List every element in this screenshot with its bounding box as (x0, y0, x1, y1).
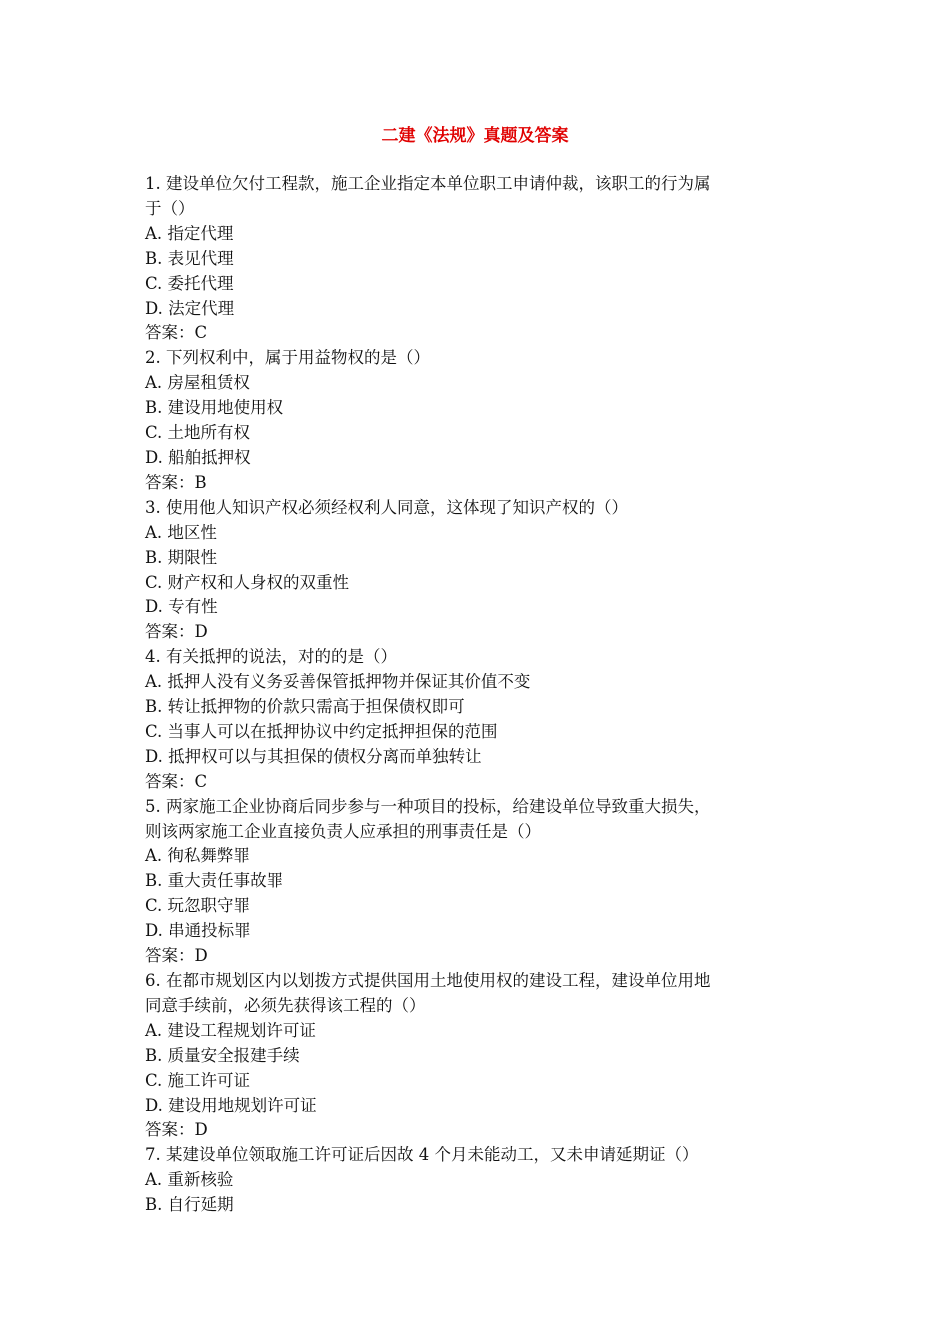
question-4-option-d: D. 抵押权可以与其担保的债权分离而单独转让 (145, 746, 482, 766)
question-3 (145, 496, 815, 645)
question-3-stem-line-1: 3. 使用他人知识产权必须经权利人同意，这体现了知识产权的（） (145, 497, 628, 517)
question-6-answer: 答案：D (145, 1120, 208, 1140)
question-6-option-d: D. 建设用地规划许可证 (145, 1095, 317, 1115)
question-2-option-c: C. 土地所有权 (145, 423, 251, 443)
question-5-option-a: A. 徇私舞弊罪 (145, 846, 250, 866)
question-list (145, 172, 815, 1218)
question-2-option-a: A. 房屋租赁权 (145, 373, 250, 393)
question-5-option-d: D. 串通投标罪 (145, 921, 251, 941)
question-5 (145, 795, 815, 969)
question-2-option-d: D. 船舶抵押权 (145, 447, 251, 467)
question-2-answer: 答案：B (145, 472, 207, 492)
question-4-option-b: B. 转让抵押物的价款只需高于担保债权即可 (145, 697, 465, 717)
question-4-answer: 答案：C (145, 771, 208, 791)
question-4-stem-line-1: 4. 有关抵押的说法，对的的是（） (145, 647, 397, 667)
question-1-answer: 答案：C (145, 323, 208, 343)
question-7-option-b: B. 自行延期 (145, 1195, 234, 1215)
question-1 (145, 172, 815, 346)
question-1-stem-line-2: 于（） (145, 198, 195, 218)
question-1-stem-line-1: 1. 建设单位欠付工程款，施工企业指定本单位职工申请仲裁，该职工的行为属 (145, 174, 711, 193)
question-2-option-b: B. 建设用地使用权 (145, 398, 284, 418)
question-5-stem-line-1: 5. 两家施工企业协商后同步参与一种项目的投标，给建设单位导致重大损失， (145, 796, 711, 816)
question-2 (145, 346, 815, 495)
question-3-option-d: D. 专有性 (145, 597, 218, 617)
question-3-answer: 答案：D (145, 622, 208, 642)
question-4-option-a: A. 抵押人没有义务妥善保管抵押物并保证其价值不变 (145, 672, 531, 692)
question-6-option-b: B. 质量安全报建手续 (145, 1045, 300, 1065)
question-6-stem-line-1: 6. 在都市规划区内以划拨方式提供国用土地使用权的建设工程，建设单位用地 (145, 971, 711, 990)
question-2-stem-line-1: 2. 下列权利中，属于用益物权的是（） (145, 348, 430, 368)
question-4-option-c: C. 当事人可以在抵押协议中约定抵押担保的范围 (145, 721, 498, 741)
question-6-option-a: A. 建设工程规划许可证 (145, 1020, 316, 1040)
question-3-option-a: A. 地区性 (145, 522, 217, 542)
question-1-option-b: B. 表见代理 (145, 248, 234, 268)
question-6-stem-line-2: 同意手续前，必须先获得该工程的（） (145, 995, 426, 1015)
question-3-option-b: B. 期限性 (145, 547, 218, 567)
document-title: 二建《法规》真题及答案 (381, 126, 569, 146)
question-3-option-c: C. 财产权和人身权的双重性 (145, 572, 350, 592)
question-7 (145, 1143, 815, 1218)
question-7-option-a: A. 重新核验 (145, 1170, 234, 1190)
question-5-answer: 答案：D (145, 946, 208, 966)
question-5-stem-line-2: 则该两家施工企业直接负责人应承担的刑事责任是（） (145, 821, 541, 841)
question-1-option-d: D. 法定代理 (145, 298, 235, 318)
question-5-option-b: B. 重大责任事故罪 (145, 871, 284, 891)
question-4 (145, 645, 815, 794)
question-1-option-c: C. 委托代理 (145, 273, 234, 293)
question-6-option-c: C. 施工许可证 (145, 1070, 251, 1090)
question-5-option-c: C. 玩忽职守罪 (145, 896, 251, 916)
question-6 (145, 969, 815, 1143)
question-1-option-a: A. 指定代理 (145, 223, 234, 243)
question-7-stem-line-1: 7. 某建设单位领取施工许可证后因故 4 个月未能动工，又未申请延期证（） (145, 1145, 699, 1165)
